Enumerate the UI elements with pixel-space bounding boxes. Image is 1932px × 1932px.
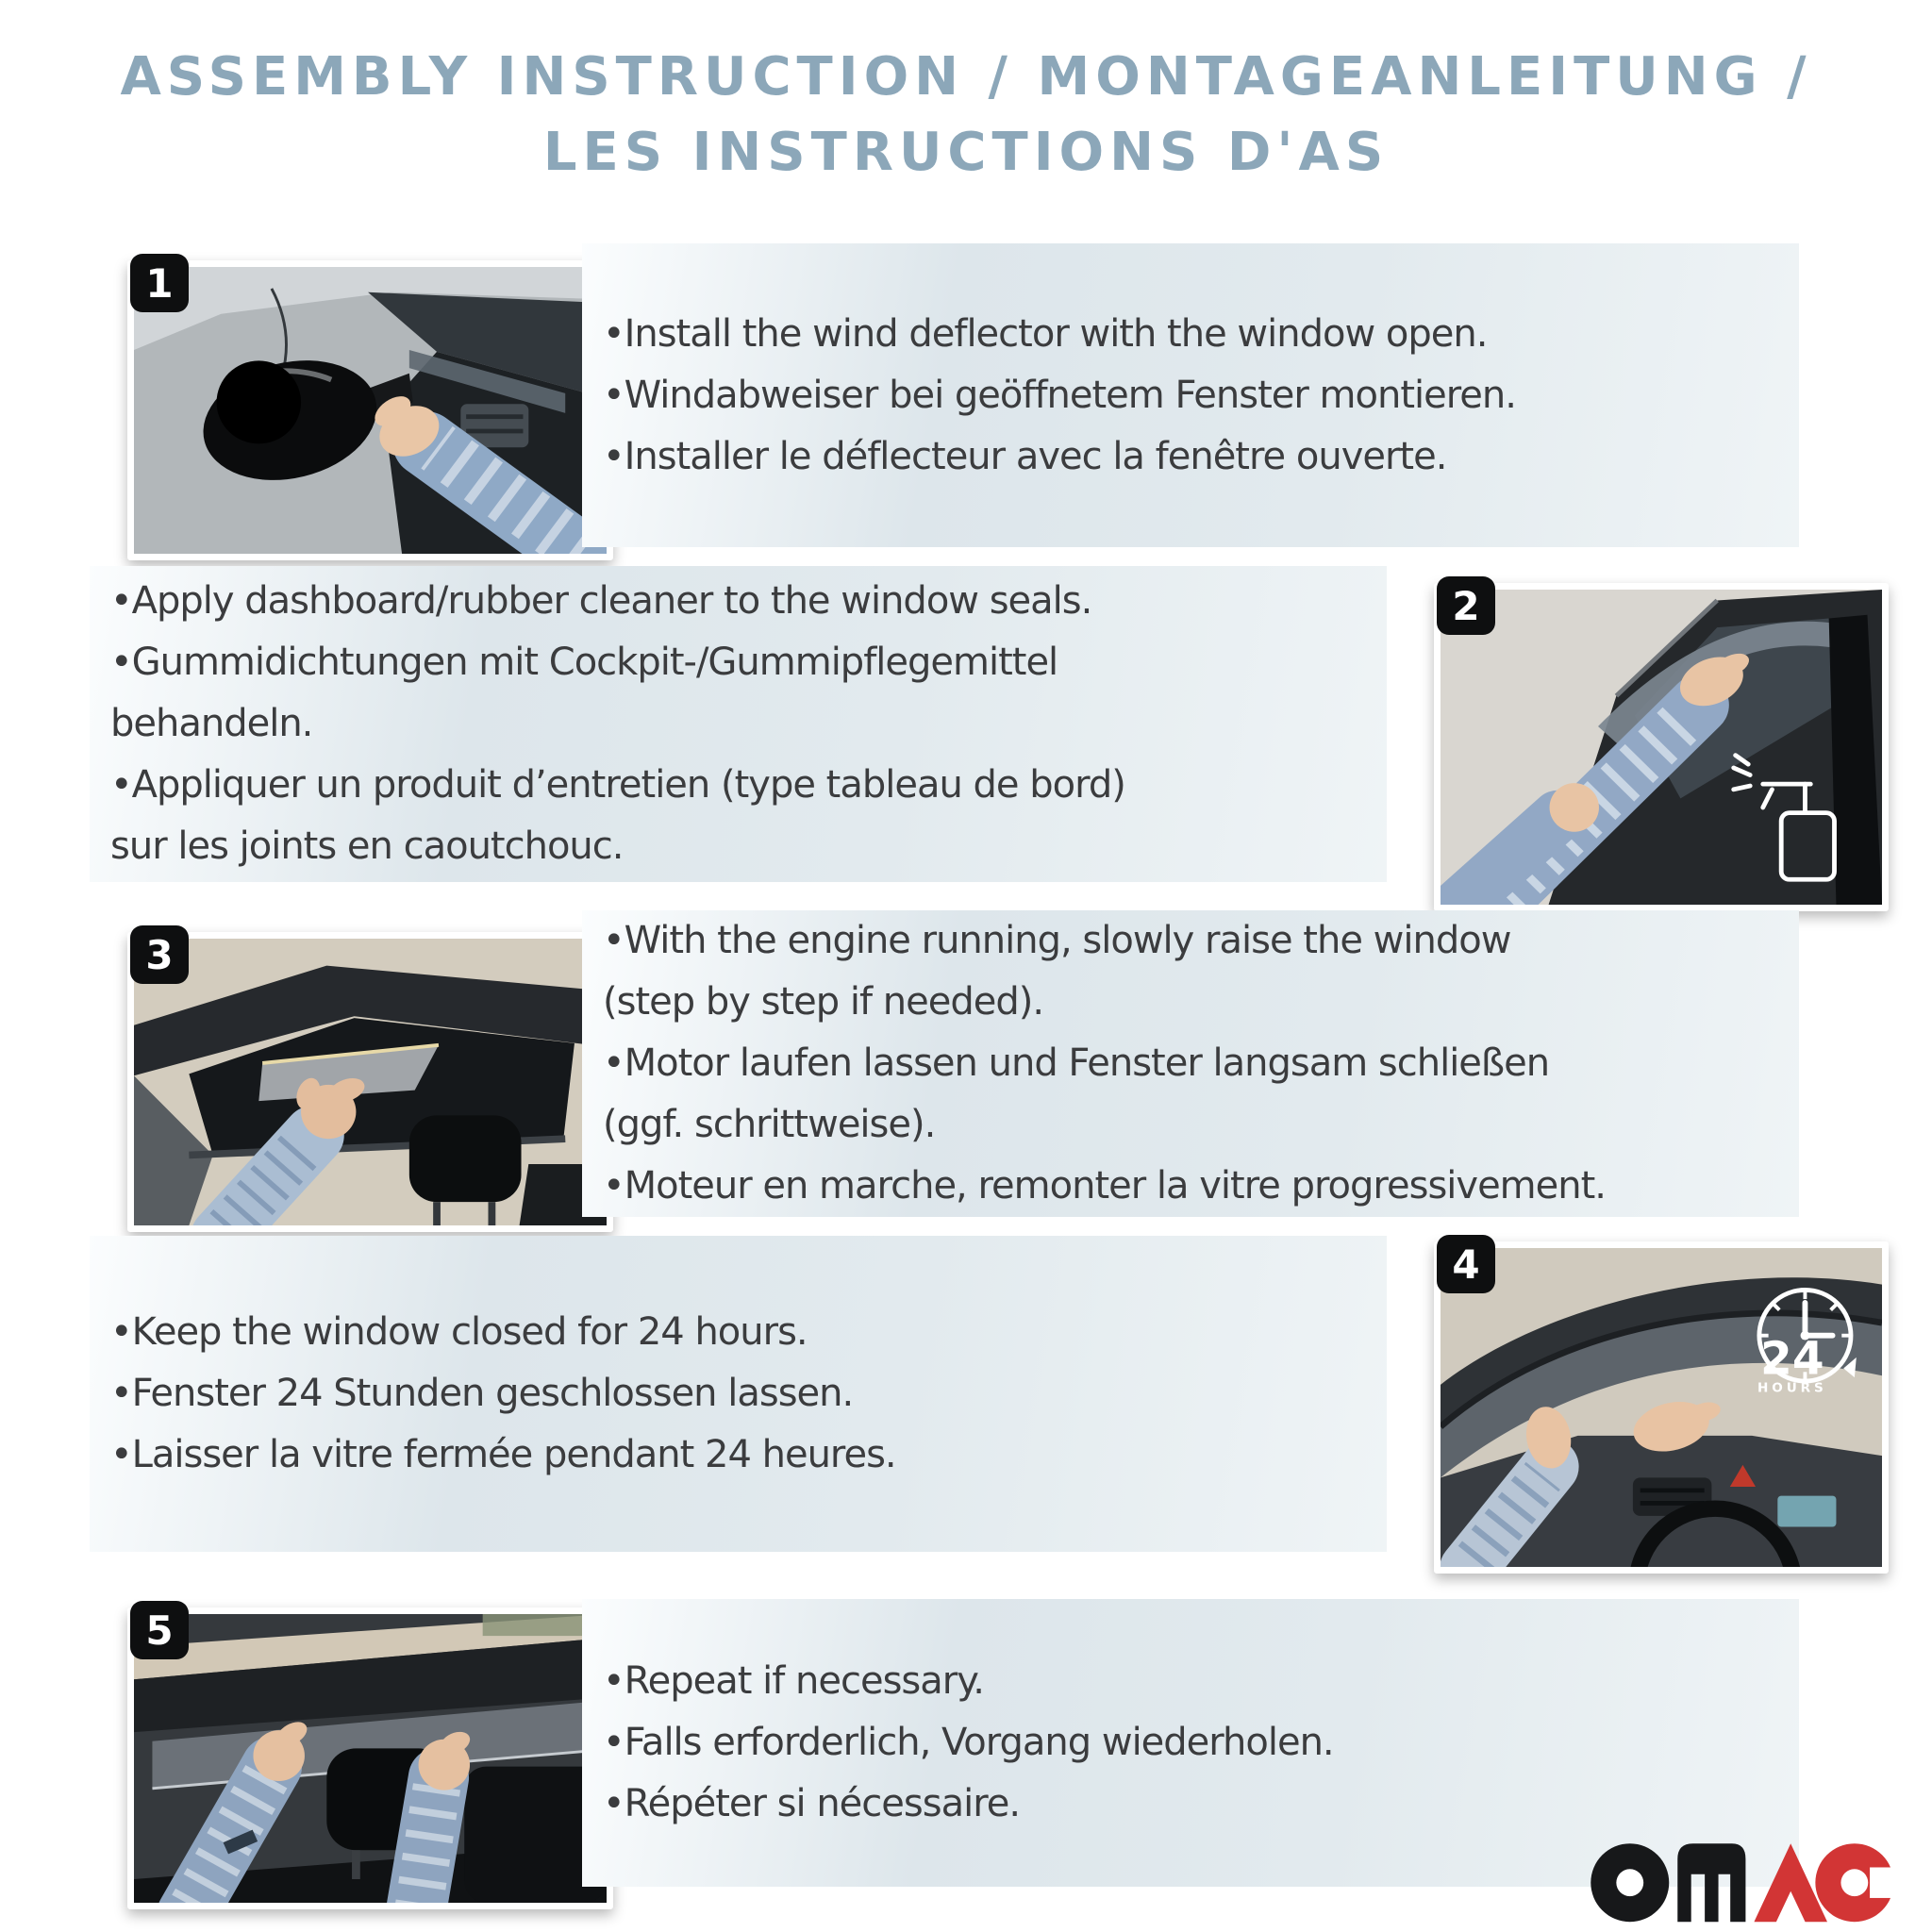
step-4-line-de: •Fenster 24 Stunden geschlossen lassen. xyxy=(110,1372,854,1415)
step-1-photo xyxy=(127,260,613,560)
step-5-car-scene xyxy=(134,1614,607,1903)
step-3-car-scene xyxy=(134,939,607,1225)
step-4-car-scene xyxy=(1441,1248,1882,1567)
step-4-photo xyxy=(1434,1241,1889,1574)
step-2-line-fr-1: •Appliquer un produit d’entretien (type tableau de bord) xyxy=(110,763,1125,807)
step-4-line-en: •Keep the window closed for 24 hours. xyxy=(110,1310,808,1354)
step-5-line-en: •Repeat if necessary. xyxy=(603,1659,984,1703)
step-2-car-scene xyxy=(1441,590,1882,905)
step-5-photo xyxy=(127,1607,613,1909)
step-1-car-scene xyxy=(134,267,607,554)
step-3-text-panel xyxy=(582,910,1799,1217)
step-3-line-de-1: •Motor laufen lassen und Fenster langsam schließen xyxy=(603,1041,1550,1085)
clock-hours-label: HOURS xyxy=(1757,1380,1827,1396)
step-1-line-en: •Install the wind deflector with the window open. xyxy=(603,311,1488,356)
step-1-line-fr: •Installer le déflecteur avec la fenêtre ouverte. xyxy=(603,434,1447,478)
headrest xyxy=(409,1115,522,1202)
step-3-line-fr: •Moteur en marche, remonter la vitre progressivement. xyxy=(603,1164,1606,1208)
step-1-text-panel xyxy=(582,243,1799,547)
step-2-photo xyxy=(1434,583,1889,911)
page-title xyxy=(0,40,1932,191)
radio-display xyxy=(1777,1496,1836,1527)
step-4-text-panel xyxy=(90,1236,1387,1552)
step-3-line-de-2: (ggf. schrittweise). xyxy=(603,1103,936,1146)
omac-logo-graphic xyxy=(1585,1828,1896,1924)
step-2-line-de-2: behandeln. xyxy=(110,702,313,745)
step-1-line-de: •Windabweiser bei geöffnetem Fenster montieren. xyxy=(603,373,1516,417)
step-2-badge: 2 xyxy=(1437,576,1495,635)
step-2-line-de-1: •Gummidichtungen mit Cockpit-/Gummipflegemittel xyxy=(110,641,1058,684)
step-5-line-de: •Falls erforderlich, Vorgang wiederholen. xyxy=(603,1721,1334,1764)
step-3-photo xyxy=(127,932,613,1232)
omac-logo xyxy=(1585,1828,1896,1924)
step-2-line-fr-2: sur les joints en caoutchouc. xyxy=(110,824,624,868)
step-5-line-fr: •Répéter si nécessaire. xyxy=(603,1782,1021,1825)
step-1-badge: 1 xyxy=(130,254,189,312)
page-title-line-1: ASSEMBLY INSTRUCTION / MONTAGEANLEITUNG / xyxy=(120,46,1812,108)
step-4-line-fr: •Laisser la vitre fermée pendant 24 heures. xyxy=(110,1433,896,1476)
step-3-badge: 3 xyxy=(130,925,189,984)
step-4-badge: 4 xyxy=(1437,1235,1495,1293)
step-3-line-en-2: (step by step if needed). xyxy=(603,980,1044,1024)
clock-24-label: 24 xyxy=(1760,1332,1824,1386)
step-3-line-en-1: •With the engine running, slowly raise the window xyxy=(603,919,1511,962)
step-2-text-panel xyxy=(90,566,1387,882)
logo-letter-m xyxy=(1677,1843,1745,1922)
step-2-line-en: •Apply dashboard/rubber cleaner to the window seals. xyxy=(110,579,1092,623)
page-title-line-2: LES INSTRUCTIONS D'AS xyxy=(542,122,1390,183)
step-5-badge: 5 xyxy=(130,1601,189,1659)
mirror-dot xyxy=(217,360,301,443)
